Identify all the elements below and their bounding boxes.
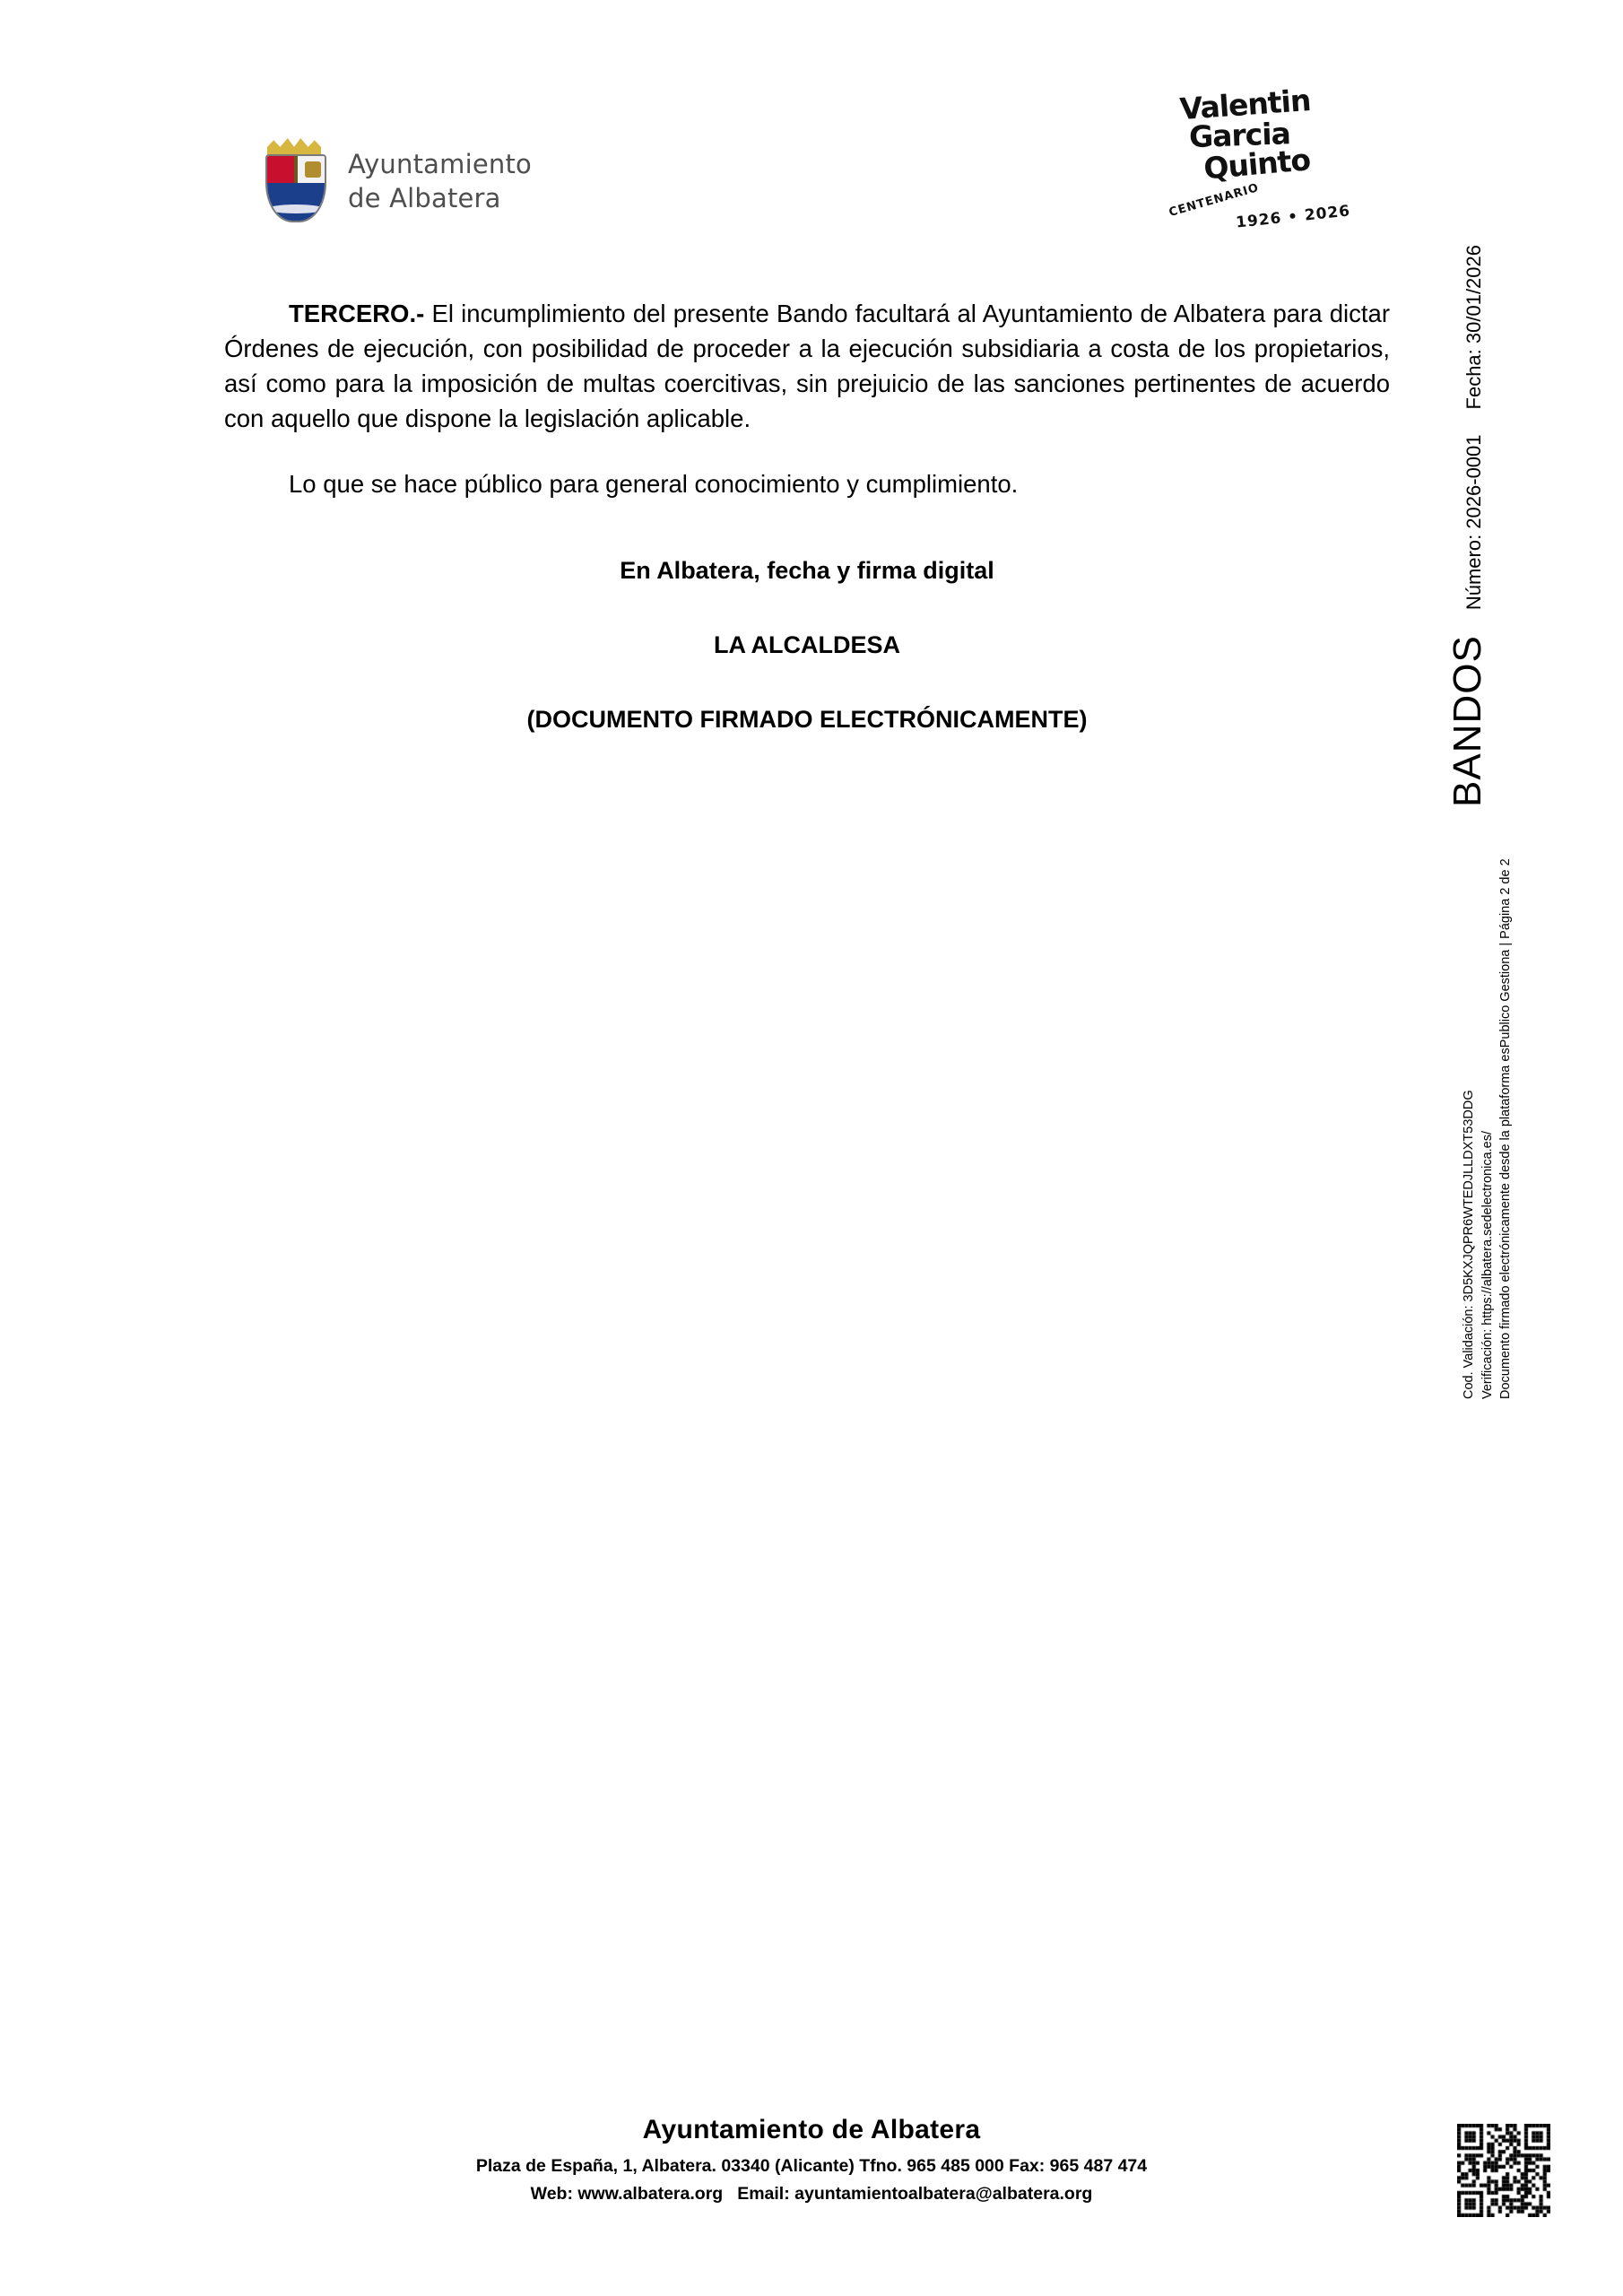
centenary-stamp bbox=[1166, 83, 1363, 265]
logo-text bbox=[348, 147, 532, 216]
footer-title: Ayuntamiento de Albatera bbox=[642, 2115, 981, 2144]
logo-line-1: Ayuntamiento bbox=[348, 148, 532, 179]
paragraph-publico: Lo que se hace público para general conocimiento y cumplimiento. bbox=[289, 470, 1019, 499]
centenary-name-line-2: Garcia bbox=[1188, 115, 1291, 154]
document-header bbox=[0, 54, 1623, 232]
logo-line-2: de Albatera bbox=[348, 183, 501, 213]
centenary-name bbox=[1179, 85, 1315, 185]
validation-code: Cod. Validación: 3D5KXJQPR6WTEDJLLDXT53DDG bbox=[1462, 1090, 1476, 1399]
document-body bbox=[224, 296, 1390, 734]
paragraph-tercero-lead: TERCERO.- bbox=[289, 300, 425, 327]
footer-contact bbox=[0, 2180, 1623, 2208]
signature-role: LA ALCALDESA bbox=[714, 631, 900, 659]
centenary-years: 1926 • 2026 bbox=[1235, 202, 1352, 232]
coat-of-arms-icon bbox=[260, 135, 328, 228]
municipality-logo bbox=[260, 135, 532, 228]
sidebar-bandos-block bbox=[1445, 245, 1490, 807]
sidebar-validation-block bbox=[1460, 858, 1515, 1399]
sidebar-fecha: Fecha: 30/01/2026 bbox=[1462, 245, 1485, 410]
footer-web[interactable]: Web: www.albatera.org bbox=[530, 2184, 724, 2205]
paragraph-tercero bbox=[224, 296, 1390, 436]
footer-address: Plaza de España, 1, Albatera. 03340 (Alicante) Tfno. 965 485 000 Fax: 965 487 474 bbox=[475, 2156, 1148, 2176]
centenary-arc-text: CENTENARIO bbox=[1167, 180, 1261, 221]
verification-url[interactable]: Verificación: https://albatera.sedelectronica.es/ bbox=[1480, 1130, 1495, 1399]
centenary-name-line-1: Valentin bbox=[1178, 83, 1312, 127]
footer-email[interactable]: Email: ayuntamientoalbatera@albatera.org bbox=[737, 2184, 1093, 2205]
electronic-signature-note: Documento firmado electrónicamente desde la plataforma esPublico Gestiona | Página 2 de 2 bbox=[1498, 858, 1514, 1399]
signature-note: (DOCUMENTO FIRMADO ELECTRÓNICAMENTE) bbox=[526, 706, 1088, 734]
paragraph-tercero-text: El incumplimiento del presente Bando facultará al Ayuntamiento de Albatera para dictar Órdenes de ejecución, con posibilidad de proceder a la ejecución subsidiaria a costa de los propietarios, así como para la imposición de multas coercitivas, sin prejuicio de las sanciones pertinentes de acuerdo con aquello que dispone la legislación aplicable. bbox=[224, 300, 1390, 433]
document-footer bbox=[0, 2115, 1623, 2208]
centenary-name-line-3: Quinto bbox=[1202, 142, 1312, 187]
signature-place: En Albatera, fecha y firma digital bbox=[620, 557, 994, 585]
sidebar-section-title: BANDOS bbox=[1445, 635, 1489, 807]
sidebar-numero: Número: 2026-0001 bbox=[1462, 434, 1485, 611]
